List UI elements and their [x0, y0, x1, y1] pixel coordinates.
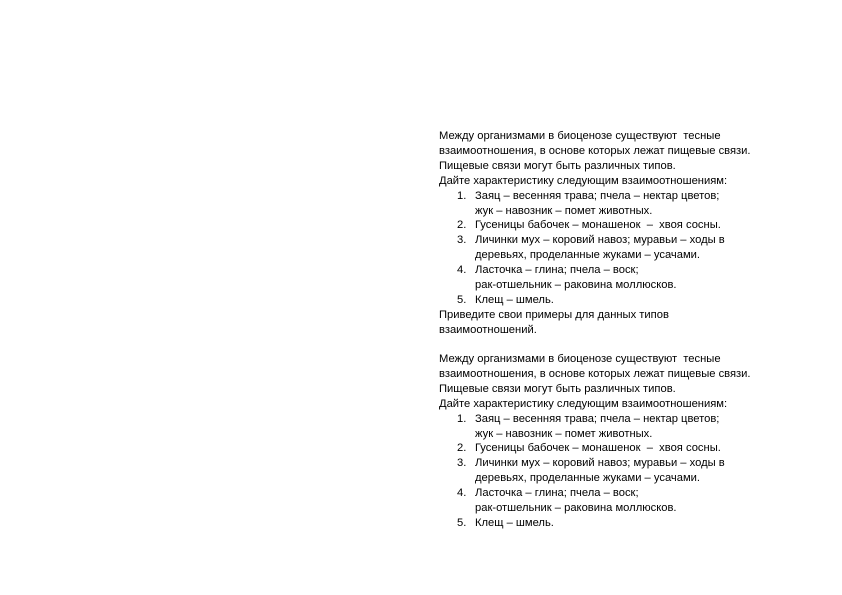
list-number: 3.	[457, 234, 467, 247]
list-item-line: Клещ – шмель.	[475, 293, 554, 306]
list-item-line: жук – навозник – помет животных.	[475, 427, 653, 440]
intro-line: Пищевые связи могут быть различных типов.	[439, 382, 676, 395]
list-item	[439, 412, 799, 442]
list-item-line: жук – навозник – помет животных.	[475, 204, 653, 217]
list-item-line: Ласточка – глина; пчела – воск;	[475, 264, 639, 277]
intro-line: Дайте характеристику следующим взаимоотношениям:	[439, 397, 728, 410]
list-item-line: рак-отшельник – раковина моллюсков.	[475, 279, 677, 292]
outro-line: взаимоотношений.	[439, 323, 537, 336]
list-number: 2.	[457, 219, 467, 232]
list-item	[439, 233, 799, 263]
list-item-line: Заяц – весенняя трава; пчела – нектар цветов;	[475, 412, 720, 425]
list-item-line: Гусеницы бабочек – монашенок – хвоя сосны.	[475, 219, 721, 232]
intro-line: Между организмами в биоценозе существуют тесные	[439, 353, 721, 365]
list-number: 1.	[457, 412, 467, 425]
list-item-line: Заяц – весенняя трава; пчела – нектар цветов;	[475, 189, 720, 202]
list-item-line: Клещ – шмель.	[475, 516, 554, 529]
list-item-line: деревьях, проделанные жуками – усачами.	[475, 472, 701, 485]
list-item	[439, 441, 799, 456]
task-block	[439, 352, 799, 531]
list-item	[439, 189, 799, 219]
list-number: 5.	[457, 516, 467, 529]
list-item	[439, 218, 799, 233]
list-item	[439, 486, 799, 516]
list-item	[439, 516, 799, 531]
list-item	[439, 263, 799, 293]
intro-line: Между организмами в биоценозе существуют тесные	[439, 130, 721, 142]
list-number: 4.	[457, 487, 467, 500]
list-item-line: Гусеницы бабочек – монашенок – хвоя сосны.	[475, 442, 721, 455]
intro-line: взаимоотношения, в основе которых лежат пищевые связи.	[439, 144, 751, 157]
intro-line: взаимоотношения, в основе которых лежат пищевые связи.	[439, 367, 751, 380]
list-number: 4.	[457, 264, 467, 277]
list-item	[439, 293, 799, 308]
list-number: 3.	[457, 457, 467, 470]
intro-line: Дайте характеристику следующим взаимоотношениям:	[439, 174, 728, 187]
list-number: 5.	[457, 293, 467, 306]
list-item	[439, 456, 799, 486]
list-item-line: деревьях, проделанные жуками – усачами.	[475, 249, 701, 262]
outro-line: Приведите свои примеры для данных типов	[439, 308, 669, 321]
list-item-line: Ласточка – глина; пчела – воск;	[475, 487, 639, 500]
list-item-line: Личинки мух – коровий навоз; муравьи – ходы в	[475, 234, 725, 247]
task-block	[439, 129, 799, 338]
list-number: 1.	[457, 189, 467, 202]
intro-line: Пищевые связи могут быть различных типов.	[439, 159, 676, 172]
list-item-line: рак-отшельник – раковина моллюсков.	[475, 502, 677, 515]
list-item-line: Личинки мух – коровий навоз; муравьи – ходы в	[475, 457, 725, 470]
list-number: 2.	[457, 442, 467, 455]
